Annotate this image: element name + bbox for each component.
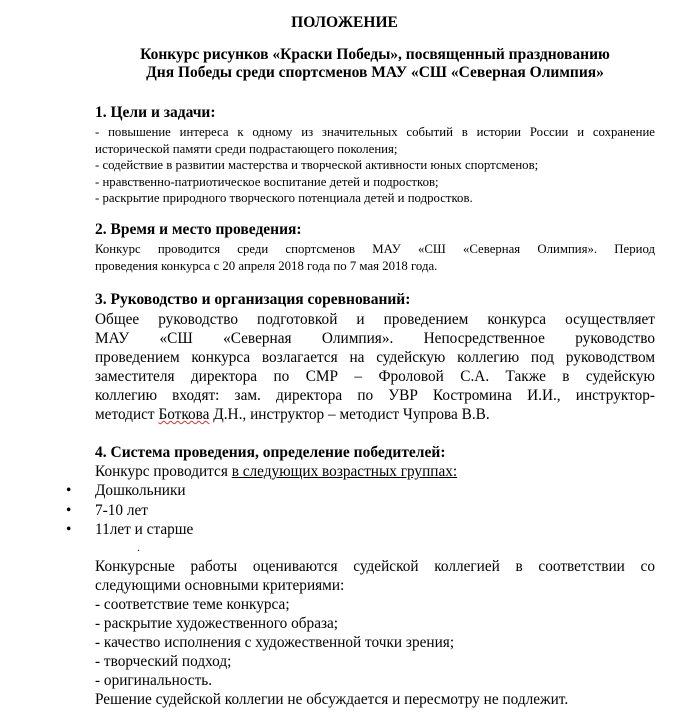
intro-prefix: Конкурс проводится (95, 463, 232, 480)
section-4-intro-line (95, 462, 655, 481)
criteria-line: - соответствие теме конкурса; (95, 596, 290, 613)
misspelled-name: Боткова (158, 406, 210, 423)
section-1-line: - раскрытие природного творческого потенциала детей и подростков. (95, 191, 473, 205)
list-item (64, 501, 193, 521)
section-4-criteria (95, 557, 655, 709)
section-2-heading: 2. Время и место проведения: (95, 221, 302, 238)
section-3-body (95, 310, 655, 424)
stray-dot: . (137, 540, 140, 554)
section-1-line: - повышение интереса к одному из значительных событий в истории России и сохранение (95, 125, 655, 139)
section-4-intro (95, 462, 655, 481)
criteria-line: - творческий подход; (95, 653, 232, 670)
section-4-heading: 4. Система проведения, определение победителей: (95, 444, 446, 461)
criteria-line: Решение судейской коллегии не обсуждается и пересмотру не подлежит. (95, 691, 569, 708)
age-groups-list (64, 481, 193, 540)
section-1-heading: 1. Цели и задачи: (95, 104, 216, 121)
criteria-line: - оригинальность. (95, 672, 213, 689)
criteria-line: следующими основными критериями: (95, 577, 345, 594)
list-item (64, 481, 193, 501)
section-1-line: - нравственно-патриотическое воспитание детей и подростков; (95, 174, 439, 189)
subtitle-line: Дня Победы среди спортсменов МАУ «СШ «Северная Олимпия» (146, 64, 604, 81)
section-3-last-line (95, 405, 655, 424)
criteria-line: - раскрытие художественного образа; (95, 615, 339, 632)
section-3-line: МАУ «СШ «Северная Олимпия». Непосредственное руководство (95, 330, 655, 347)
section-3-line: Общее руководство подготовкой и проведением конкурса осуществляет (95, 311, 655, 328)
section-3-line: коллегию входят: зам. директора по УВР Костромина И.И., инструктор- (95, 387, 655, 404)
document-title: ПОЛОЖЕНИЕ (291, 14, 398, 31)
list-item-text: Дошкольники (95, 482, 186, 499)
section-2-line: проведения конкурса с 20 апреля 2018 года по 7 мая 2018 года. (95, 258, 438, 273)
criteria-line: - качество исполнения с художественной точки зрения; (95, 634, 455, 651)
section-2-line: Конкурс проводится среди спортсменов МАУ «СШ «Северная Олимпия». Период (95, 242, 655, 256)
section-1-body (95, 124, 655, 207)
subtitle-line: Конкурс рисунков «Краски Победы», посвященный празднованию (140, 46, 610, 63)
criteria-line: Конкурсные работы оцениваются судейской коллегией в соответствии со (95, 558, 655, 575)
section-3-line: заместителя директора по СМР – Фроловой С.А. Также в судейскую (95, 368, 655, 385)
bullet-icon: • (66, 482, 72, 499)
section-3-heading: 3. Руководство и организация соревнований: (95, 291, 411, 308)
bullet-icon: • (66, 501, 72, 519)
intro-underlined: в следующих возрастных группах: (231, 463, 458, 480)
list-item-text: 7-10 лет (95, 501, 148, 519)
section-2-body (95, 241, 655, 274)
section-1-line: исторической памяти среди подрастающего поколения; (95, 141, 398, 156)
list-item-text: 11лет и старше (95, 521, 194, 538)
list-item (64, 520, 193, 540)
last-line-prefix: методист (95, 406, 159, 423)
bullet-icon: • (66, 521, 72, 538)
section-3-line: проведением конкурса возлагается на судейскую коллегию под руководством (95, 349, 655, 366)
last-line-suffix: Д.Н., инструктор – методист Чупрова В.В. (209, 406, 490, 423)
document-subtitle (95, 46, 655, 82)
section-1-line: - содействие в развитии мастерства и творческой активности юных спортсменов; (95, 158, 539, 172)
